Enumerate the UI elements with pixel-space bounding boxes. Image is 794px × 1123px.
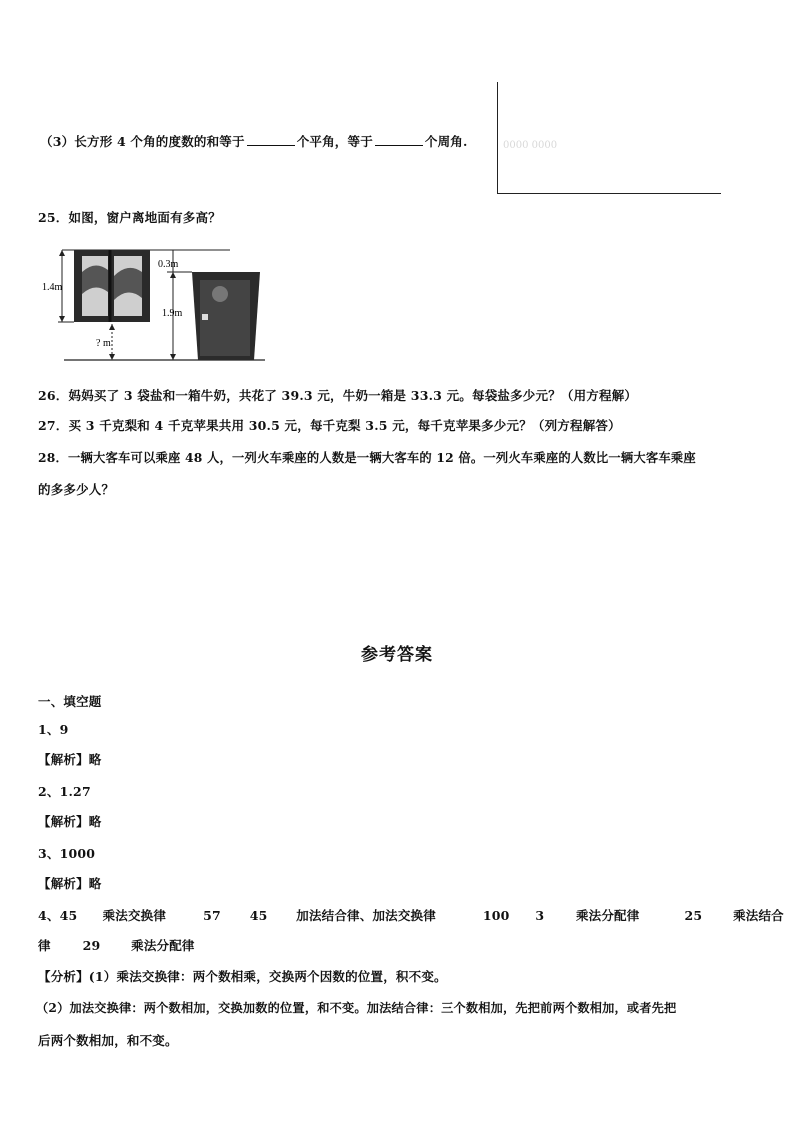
section-heading: 一、填空题 xyxy=(38,694,102,709)
answer-blank-2[interactable] xyxy=(375,135,423,146)
label-left: 1.4m xyxy=(42,282,63,293)
answer-4-item: 律 xyxy=(38,938,51,953)
label-top: 0.3m xyxy=(158,259,179,270)
answer-4-item: 100 xyxy=(482,908,510,923)
answer-4-item: 45 xyxy=(249,908,268,923)
q3-middle: 个平角，等于 xyxy=(296,134,373,149)
answer-3: 3、1000 xyxy=(38,846,96,861)
answer-2: 2、1.27 xyxy=(38,784,91,799)
answer-4-line-1 xyxy=(38,906,784,924)
q3-suffix: 个周角. xyxy=(424,134,468,149)
q3-prefix: （3）长方形 4 个角的度数的和等于 xyxy=(40,134,245,149)
answer-4-item: 乘法结合 xyxy=(733,908,784,923)
answer-4-item: 4、45 xyxy=(38,908,78,923)
question-27: 27．买 3 千克梨和 4 千克苹果共用 30.5 元，每千克梨 3.5 元，每千克苹果多少元？（列方程解答） xyxy=(38,418,621,433)
cabinet-ornament xyxy=(212,286,228,302)
angle-frame-horizontal xyxy=(497,193,721,194)
question-25: 25．如图，窗户离地面有多高？ xyxy=(38,210,221,225)
answer-4-item: 3 xyxy=(535,908,545,923)
analysis-1: 【分析】(1）乘法交换律：两个数相乘，交换两个因数的位置，积不变。 xyxy=(38,969,447,984)
question-28-line-2: 的多多少人？ xyxy=(38,482,115,497)
question-26: 26．妈妈买了 3 袋盐和一箱牛奶，共花了 39.3 元，牛奶一箱是 33.3 元。每袋盐多少元？（用方程解） xyxy=(38,388,638,403)
answer-4-item: 25 xyxy=(684,908,703,923)
faint-watermark: 0000 0000 xyxy=(503,140,558,151)
window-height-figure xyxy=(40,242,270,367)
answer-4-line-2 xyxy=(38,936,195,954)
question-3 xyxy=(40,132,468,150)
analysis-2: （2）加法交换律：两个数相加，交换加数的位置，和不变。加法结合律：三个数相加，先把前两个数相加，或者先把 xyxy=(36,1001,677,1015)
analysis-3: 后两个数相加，和不变。 xyxy=(38,1033,178,1048)
answer-4-item: 29 xyxy=(82,938,101,953)
answer-blank-1[interactable] xyxy=(247,135,295,146)
label-right: 1.9m xyxy=(162,308,183,319)
answer-1-note: 【解析】略 xyxy=(38,752,102,767)
answer-4-item: 乘法交换律 xyxy=(102,908,167,923)
question-28-line-1: 28．一辆大客车可以乘座 48 人，一列火车乘座的人数是一辆大客车的 12 倍。一列火车乘座的人数比一辆大客车乘座 xyxy=(38,450,696,465)
answer-4-item: 乘法分配律 xyxy=(131,938,195,953)
answer-3-note: 【解析】略 xyxy=(38,876,102,891)
answer-4-item: 57 xyxy=(203,908,221,923)
angle-frame-vertical xyxy=(497,82,498,194)
answer-2-note: 【解析】略 xyxy=(38,814,102,829)
answer-4-item: 加法结合律、加法交换律 xyxy=(296,908,436,923)
label-bottom: ? m xyxy=(96,338,111,349)
answer-1: 1、9 xyxy=(38,722,69,737)
answer-4-item: 乘法分配律 xyxy=(575,908,640,923)
answers-title: 参考答案 xyxy=(361,645,433,665)
